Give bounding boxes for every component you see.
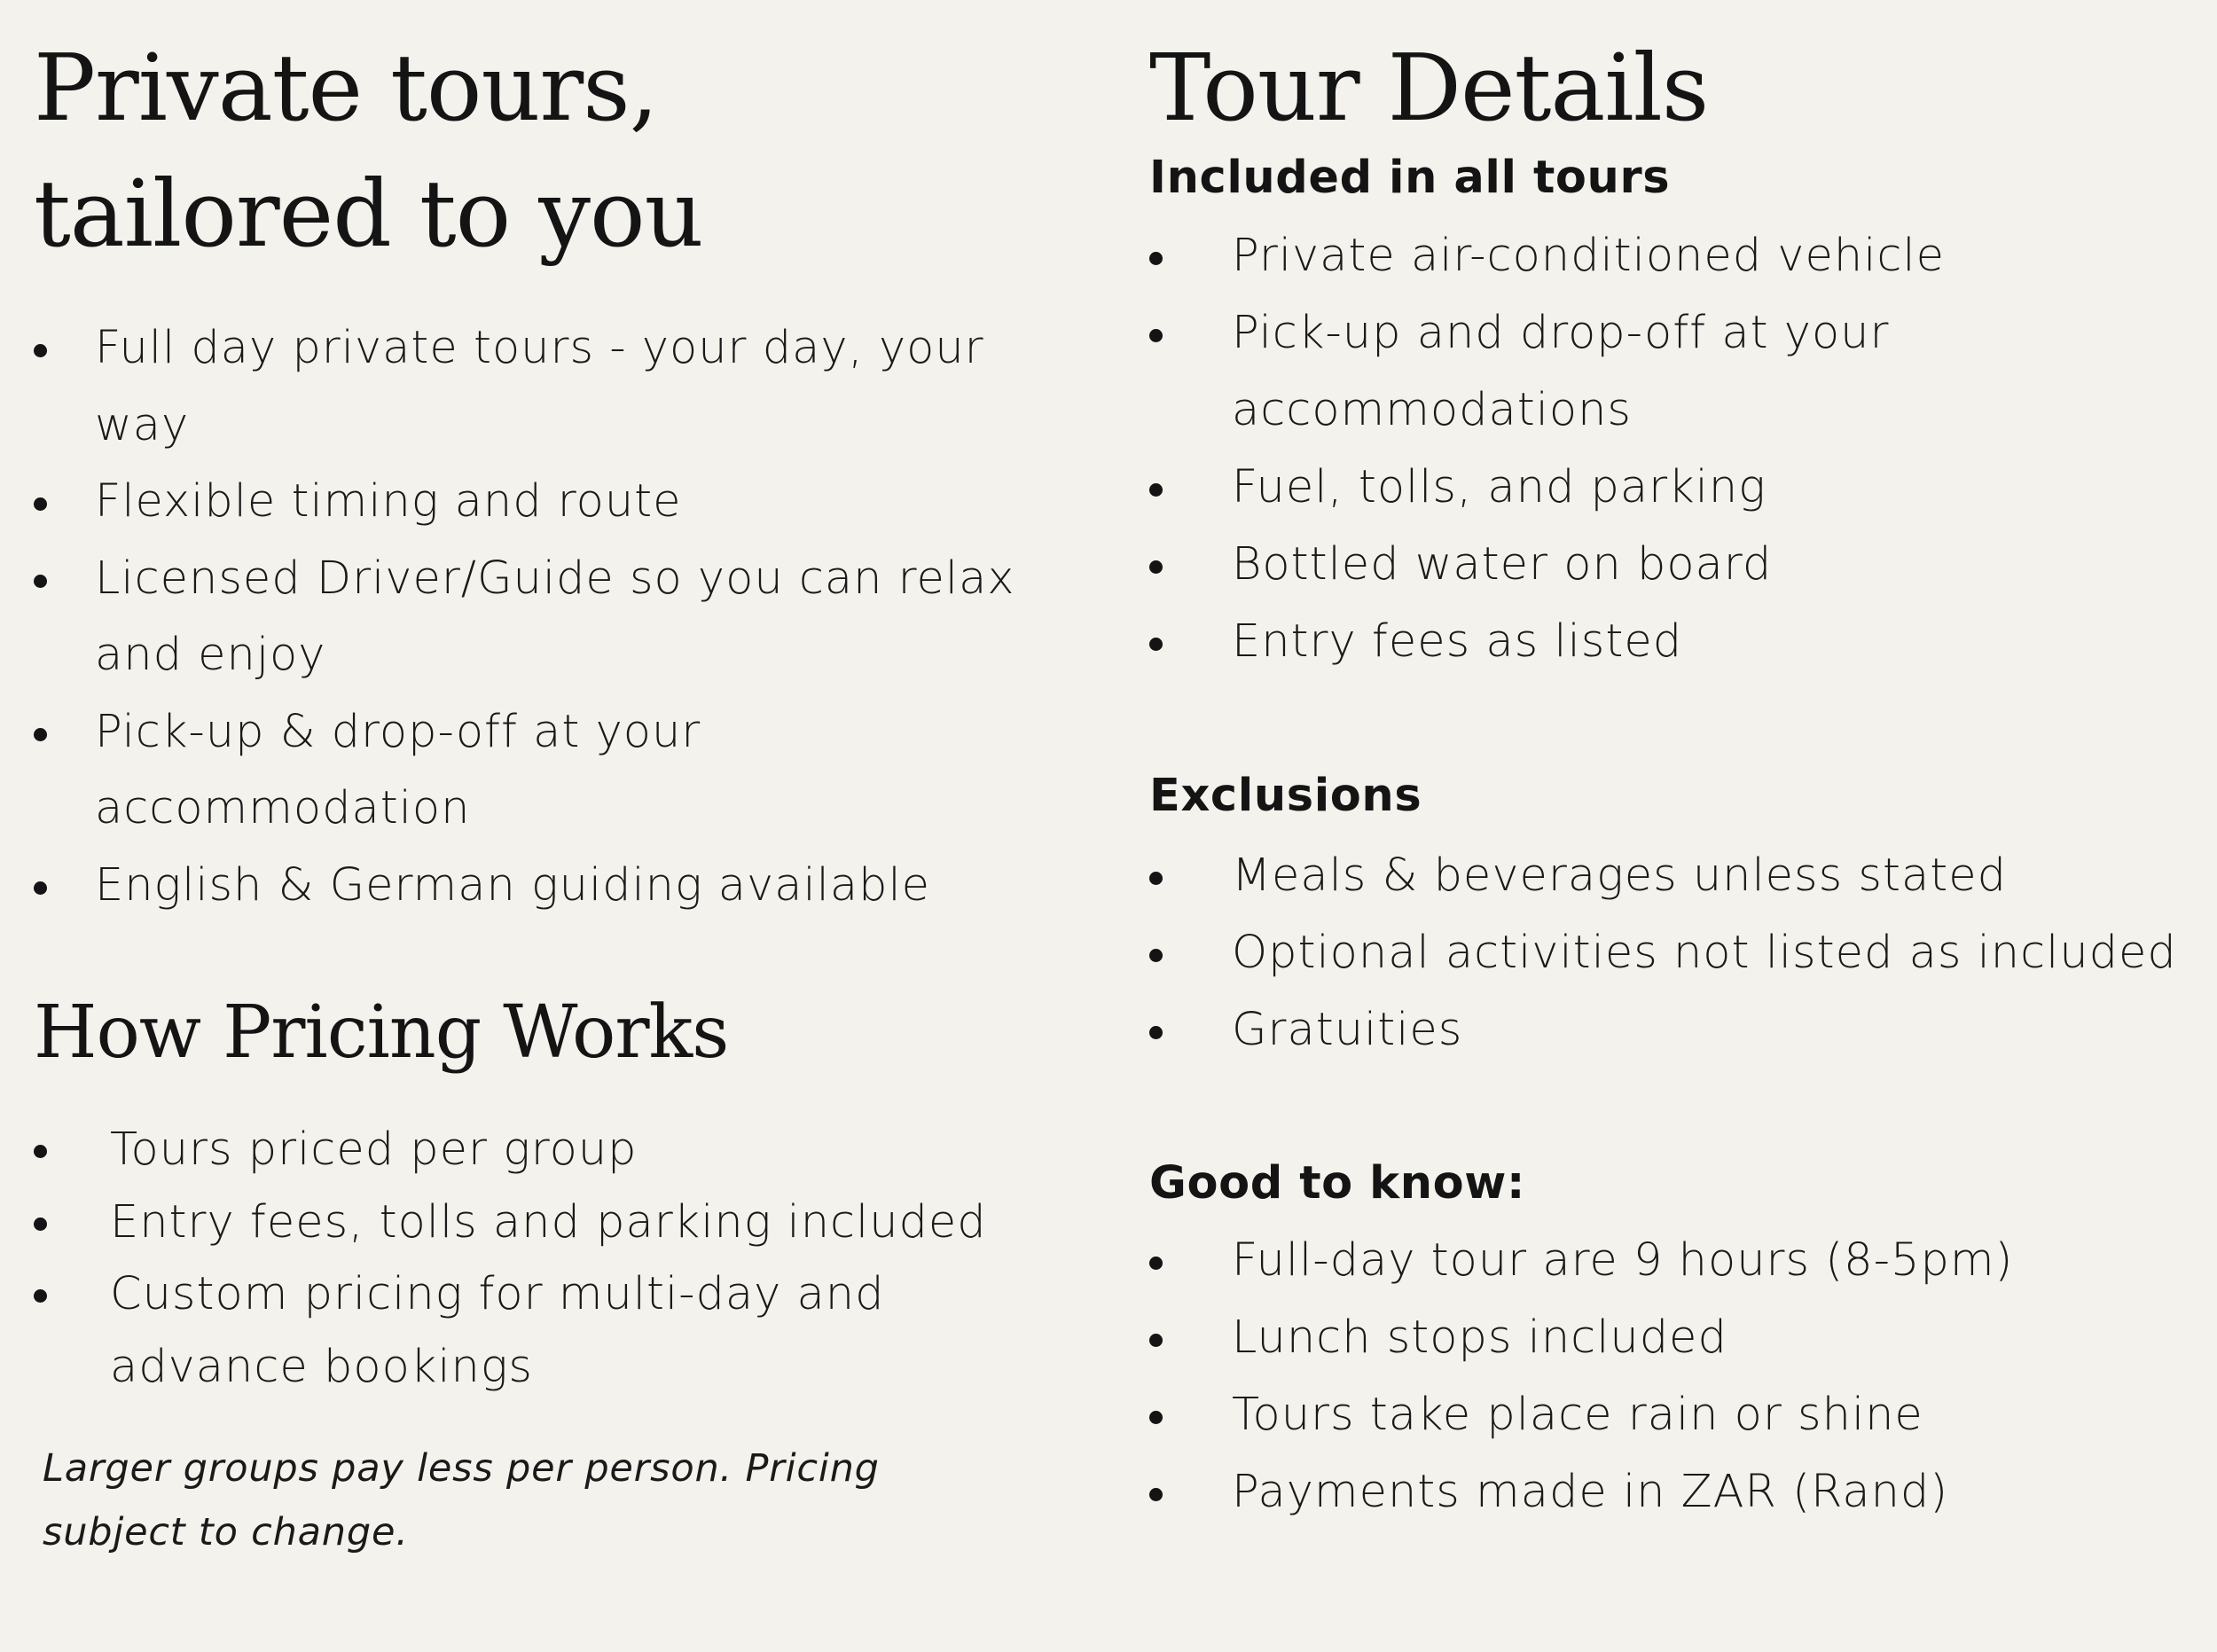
list-item xyxy=(1149,603,2213,680)
list-item xyxy=(1149,217,2213,294)
list-item-text: Tours priced per group xyxy=(110,1124,638,1176)
list-item-text: Fuel, tolls, and parking xyxy=(1232,461,1767,513)
good-to-know-list xyxy=(1149,1222,2213,1531)
list-item-text: Tours take place rain or shine xyxy=(1232,1389,1923,1441)
list-item xyxy=(34,464,1027,541)
list-item-text: Optional activities not listed as included xyxy=(1232,927,2177,979)
exclusions-heading: Exclusions xyxy=(1149,770,1422,822)
list-item xyxy=(1149,1453,2213,1531)
bullet-icon xyxy=(1149,949,1163,962)
list-item-text: Entry fees, tolls and parking included xyxy=(110,1195,987,1249)
list-item-text: Payments made in ZAR (Rand) xyxy=(1232,1466,1949,1518)
bullet-icon xyxy=(34,344,47,357)
bullet-icon xyxy=(1149,872,1163,885)
bullet-icon xyxy=(1149,1026,1163,1039)
included-heading: Included in all tours xyxy=(1149,152,1671,204)
list-item xyxy=(34,541,1027,694)
list-item xyxy=(1149,914,2213,991)
list-item xyxy=(34,694,1027,848)
bullet-icon xyxy=(34,1217,47,1231)
list-item-text: Gratuities xyxy=(1232,1004,1463,1056)
hero-title xyxy=(34,25,703,277)
pricing-note: Larger groups pay less per person. Pricing subject to change. xyxy=(43,1446,880,1554)
list-item xyxy=(34,1258,1018,1403)
hero-title-line-2: tailored to you xyxy=(34,160,703,268)
list-item-text: Private air-conditioned vehicle xyxy=(1232,230,1945,282)
list-item-text: Full day private tours - your day, your way xyxy=(95,322,984,451)
bullet-icon xyxy=(1149,483,1163,497)
bullet-icon xyxy=(1149,329,1163,342)
list-item xyxy=(1149,1222,2213,1299)
bullet-icon xyxy=(34,881,47,895)
bullet-icon xyxy=(1149,1334,1163,1347)
list-item xyxy=(1149,526,2213,603)
good-to-know-heading: Good to know: xyxy=(1149,1157,1525,1210)
list-item xyxy=(1149,1376,2213,1453)
list-item xyxy=(34,848,1027,925)
list-item-text: Licensed Driver/Guide so you can relax and enjoy xyxy=(95,552,1015,681)
bullet-icon xyxy=(34,575,47,588)
list-item xyxy=(34,1114,1018,1186)
list-item-text: Entry fees as listed xyxy=(1232,615,1683,668)
pricing-title: How Pricing Works xyxy=(34,990,729,1075)
pricing-list xyxy=(34,1114,1018,1403)
list-item-text: Custom pricing for multi-day and advance bookings xyxy=(110,1268,885,1393)
hero-title-line-1: Private tours, xyxy=(34,34,658,142)
list-item xyxy=(1149,837,2213,914)
list-item-text: Bottled water on board xyxy=(1232,538,1773,591)
list-item xyxy=(1149,294,2213,449)
list-item-text: Flexible timing and route xyxy=(95,475,682,528)
list-item-text: Lunch stops included xyxy=(1232,1311,1727,1364)
bullet-icon xyxy=(1149,252,1163,265)
list-item-text: Full-day tour are 9 hours (8-5pm) xyxy=(1232,1234,2014,1287)
bullet-icon xyxy=(34,728,47,741)
bullet-icon xyxy=(1149,1488,1163,1501)
features-list xyxy=(34,310,1027,924)
list-item-text: Meals & beverages unless stated xyxy=(1232,849,2007,902)
list-item xyxy=(34,310,1027,464)
list-item xyxy=(1149,1299,2213,1376)
exclusions-list xyxy=(1149,837,2213,1069)
bullet-icon xyxy=(1149,1411,1163,1424)
bullet-icon xyxy=(1149,1257,1163,1270)
bullet-icon xyxy=(34,1289,47,1303)
bullet-icon xyxy=(1149,638,1163,651)
list-item xyxy=(1149,991,2213,1069)
bullet-icon xyxy=(34,497,47,511)
list-item-text: Pick-up & drop-off at your accommodation xyxy=(95,705,701,834)
included-list xyxy=(1149,217,2213,680)
bullet-icon xyxy=(34,1145,47,1158)
list-item xyxy=(34,1186,1018,1259)
bullet-icon xyxy=(1149,560,1163,574)
tour-details-title: Tour Details xyxy=(1149,34,1709,142)
list-item xyxy=(1149,449,2213,526)
list-item-text: Pick-up and drop-off at your accommodations xyxy=(1232,307,1890,436)
list-item-text: English & German guiding available xyxy=(95,858,930,912)
